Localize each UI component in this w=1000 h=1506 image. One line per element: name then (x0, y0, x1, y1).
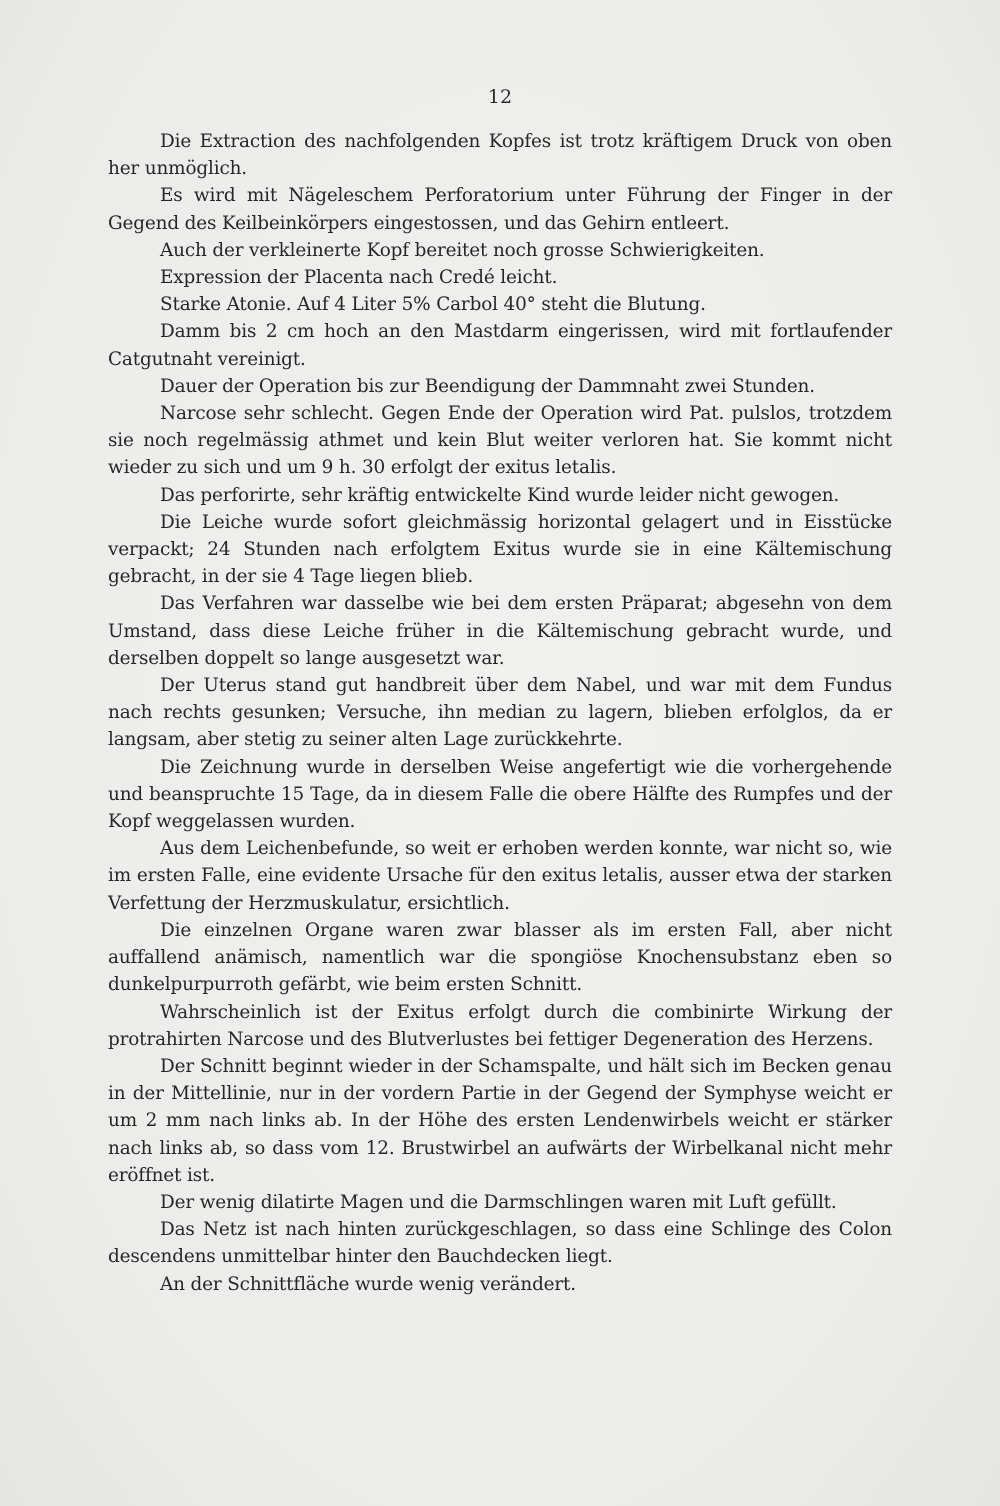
paragraph: Das Verfahren war dasselbe wie bei dem ersten Präparat; abgesehn von dem Umstand, dass diese Leiche früher in die Kältemischung gebracht wurde, und derselben doppelt so lange ausgesetzt war. (108, 593, 892, 669)
paragraph: Auch der verkleinerte Kopf bereitet noch grosse Schwierigkeiten. (160, 239, 765, 261)
paragraph: Expression der Placenta nach Credé leicht. (160, 267, 558, 289)
paragraph: Narcose sehr schlecht. Gegen Ende der Operation wird Pat. pulslos, trotzdem sie noch regelmässig athmet und kein Blut weiter verloren hat. Sie kommt nicht wieder zu sich und um 9 h. 30 erfolgt der exitus letalis. (108, 403, 892, 479)
paragraph: An der Schnittfläche wurde wenig verändert. (160, 1273, 576, 1295)
paragraph: Die Zeichnung wurde in derselben Weise angefertigt wie die vorhergehende und beanspruchte 15 Tage, da in diesem Falle die obere Hälfte des Rumpfes und der Kopf weggelassen wurden. (108, 756, 892, 833)
paragraph: Der wenig dilatirte Magen und die Darmschlingen waren mit Luft gefüllt. (160, 1191, 837, 1213)
paragraph: Dauer der Operation bis zur Beendigung der Dammnaht zwei Stunden. (160, 375, 815, 397)
paragraph: Aus dem Leichenbefunde, so weit er erhoben werden konnte, war nicht so, wie im ersten Falle, eine evidente Ursache für den exitus letalis, ausser etwa der starken Verfettung der Herzmuskulatur, ersichtlich. (108, 838, 892, 914)
paragraph: Der Uterus stand gut handbreit über dem Nabel, und war mit dem Fundus nach rechts gesunken; Versuche, ihn median zu lagern, blieben erfolglos, da er langsam, aber stetig zu seiner alten Lage zurückkehrte. (108, 675, 892, 751)
paragraph: Das perforirte, sehr kräftig entwickelte Kind wurde leider nicht gewogen. (160, 484, 840, 506)
body-text (108, 128, 892, 1298)
paragraph: Starke Atonie. Auf 4 Liter 5% Carbol 40° steht die Blutung. (160, 294, 706, 316)
paragraph: Es wird mit Nägeleschem Perforatorium unter Führung der Finger in der Gegend des Keilbeinkörpers eingestossen, und das Gehirn entleert. (108, 185, 892, 234)
page-number: 12 (487, 86, 513, 108)
paragraph: Das Netz ist nach hinten zurückgeschlagen, so dass eine Schlinge des Colon descendens unmittelbar hinter den Bauchdecken liegt. (108, 1219, 892, 1268)
paragraph: Die einzelnen Organe waren zwar blasser als im ersten Fall, aber nicht auffallend anämisch, namentlich war die spongiöse Knochensubstanz eben so dunkelpurpurroth gefärbt, wie beim ersten Schnitt. (108, 919, 892, 996)
paragraph: Die Extraction des nachfolgenden Kopfes ist trotz kräftigem Druck von oben her unmöglich. (108, 131, 892, 180)
paragraph: Die Leiche wurde sofort gleichmässig horizontal gelagert und in Eisstücke verpackt; 24 Stunden nach erfolgtem Exitus wurde sie in eine Kältemischung gebracht, in der sie 4 Tage liegen blieb. (108, 511, 892, 588)
paragraph: Der Schnitt beginnt wieder in der Schamspalte, und hält sich im Becken genau in der Mittellinie, nur in der vordern Partie in der Gegend der Symphyse weicht er um 2 mm nach links ab. In der Höhe des ersten Lendenwirbels weicht er stärker nach links ab, so dass vom 12. Brustwirbel an aufwärts der Wirbelkanal nicht mehr eröffnet ist. (108, 1055, 892, 1186)
paragraph: Wahrscheinlich ist der Exitus erfolgt durch die combinirte Wirkung der protrahirten Narcose und des Blutverlustes bei fettiger Degeneration des Herzens. (108, 1001, 892, 1050)
paragraph: Damm bis 2 cm hoch an den Mastdarm eingerissen, wird mit fortlaufender Catgutnaht vereinigt. (108, 321, 892, 370)
